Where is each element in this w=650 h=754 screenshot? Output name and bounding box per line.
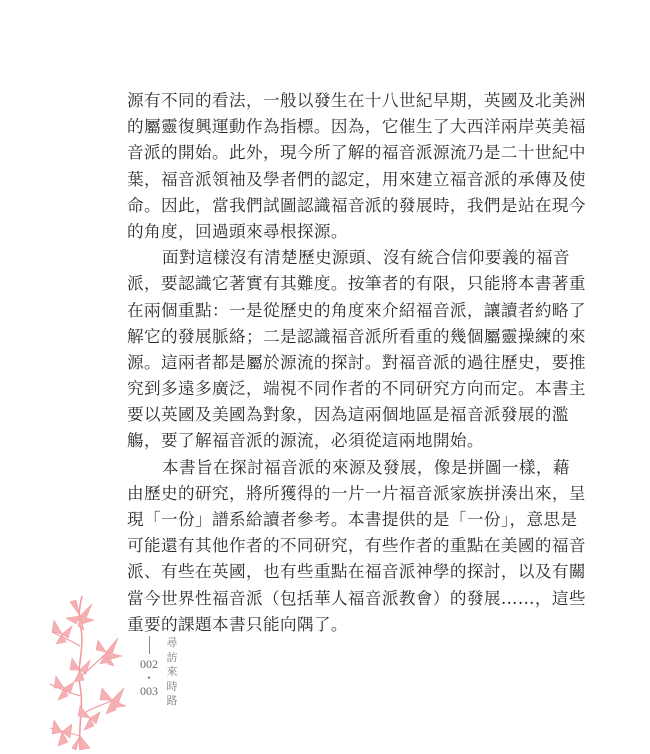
- text-line: 派，要認識它著實有其難度。按筆者的有限，只能將本書著重: [127, 274, 586, 294]
- text-line: 可能還有其他作者的不同研究，有些作者的重點在美國的福音: [127, 536, 586, 556]
- body-text: [127, 88, 586, 638]
- text-line: 命。因此，當我們試圖認識福音派的發展時，我們是站在現今: [127, 195, 586, 215]
- text-line: 派、有些在英國，也有些重點在福音派神學的探討，以及有關: [127, 562, 586, 582]
- text-line: 觴，要了解福音派的源流，必須從這兩地開始。: [127, 431, 484, 451]
- text-line: 究到多遠多廣泛，端視不同作者的不同研究方向而定。本書主: [127, 379, 586, 399]
- page-number-left: 002: [140, 657, 158, 671]
- text-line: 的屬靈復興運動作為指標。因為，它催生了大西洋兩岸英美福: [127, 117, 586, 137]
- page-number-right: 003: [140, 684, 158, 698]
- page-number-separator: ・: [142, 671, 155, 685]
- text-line: 在兩個重點：一是從歷史的角度來介紹福音派，讓讀者約略了: [127, 300, 586, 320]
- running-book-title: [165, 636, 179, 709]
- title-char: 路: [166, 694, 178, 707]
- text-line: 源。這兩者都是屬於源流的探討。對福音派的過往歷史，要推: [127, 352, 586, 372]
- text-line: 重要的課題本書只能向隅了。: [127, 614, 348, 634]
- text-line: 當今世界性福音派（包括華人福音派教會）的發展……，這些: [127, 588, 586, 608]
- title-char: 尋: [166, 636, 178, 649]
- paragraph-start-line: 本書旨在探討福音派的來源及發展，像是拼圖一樣，藉: [162, 457, 570, 477]
- floral-branch-icon: [50, 596, 126, 750]
- text-line: 的角度，回過頭來尋根探源。: [127, 221, 348, 241]
- text-line: 要以英國及美國為對象，因為這兩個地區是福音派發展的濫: [127, 405, 569, 425]
- text-line: 葉，福音派領袖及學者們的認定，用來建立福音派的承傳及使: [127, 169, 586, 189]
- page-numbers: [137, 636, 161, 698]
- title-char: 訪: [166, 650, 178, 664]
- title-char: 來: [166, 665, 178, 678]
- folio-rule-divider: [149, 636, 150, 654]
- text-line: 現「一份」譜系給讀者參考。本書提供的是「一份」，意思是: [127, 510, 578, 529]
- paragraph-start-line: 面對這樣沒有清楚歷史源頭、沒有統合信仰要義的福音: [162, 248, 570, 268]
- text-line: 音派的開始。此外，現今所了解的福音派源流乃是二十世紀中: [127, 143, 586, 163]
- text-line: 由歷史的研究，將所獲得的一片一片福音派家族拼湊出來，呈: [127, 483, 586, 503]
- title-char: 時: [166, 679, 178, 693]
- text-line: 源有不同的看法，一般以發生在十八世紀早期，英國及北美洲: [127, 91, 586, 110]
- text-line: 解它的發展脈絡；二是認識福音派所看重的幾個屬靈操練的來: [127, 326, 586, 346]
